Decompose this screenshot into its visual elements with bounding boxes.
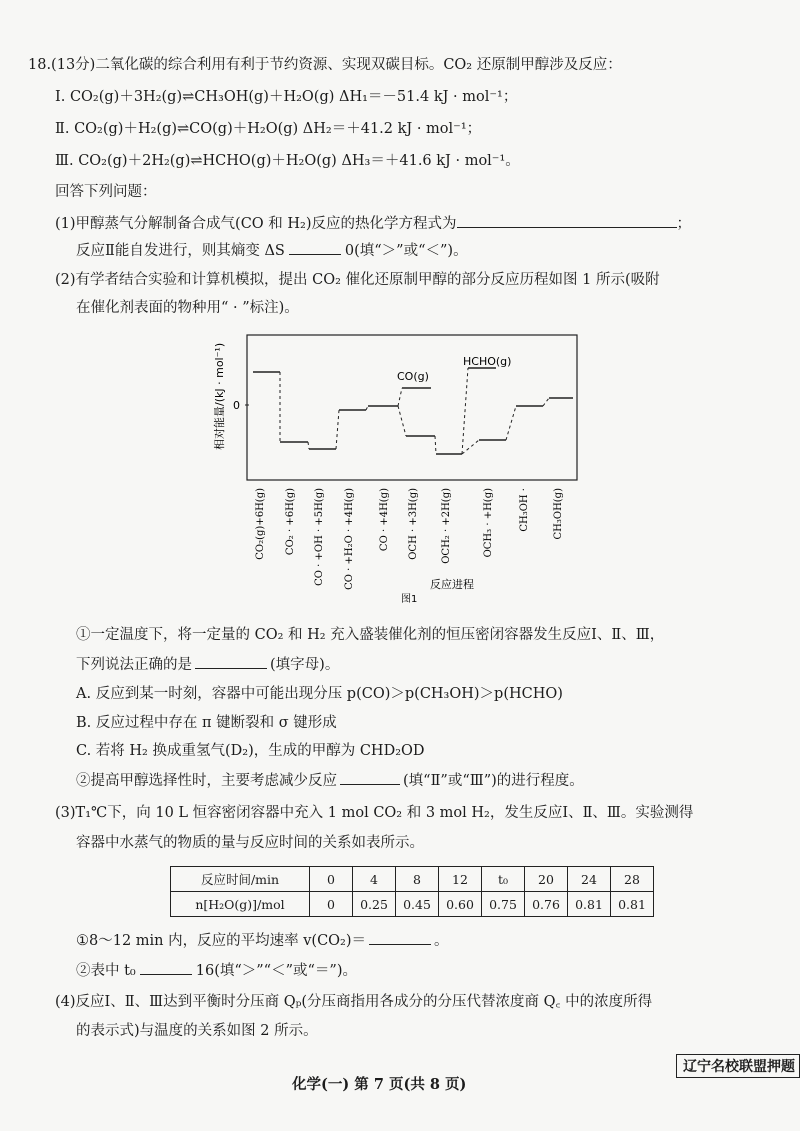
annotation-hcho: HCHO(g) bbox=[463, 355, 512, 368]
q2-1-line-b bbox=[76, 654, 339, 675]
x-tick-label: CO₂(g)+6H(g) bbox=[255, 488, 266, 560]
table-cell: 28 bbox=[611, 867, 654, 892]
part1-text: (1)甲醇蒸气分解制备合成气(CO 和 H₂)反应的热化学方程式为 bbox=[55, 216, 457, 232]
part3-line-b: 容器中水蒸气的物质的量与反应时间的关系如表所示。 bbox=[76, 835, 424, 851]
x-tick-label: CO · +4H(g) bbox=[379, 488, 390, 552]
answer-blank-6[interactable] bbox=[140, 960, 192, 975]
reaction-1: Ⅰ. CO₂(g)＋3H₂(g)⇌CH₃OH(g)＋H₂O(g) ΔH₁＝－51.4 kJ · mol⁻¹； bbox=[55, 89, 518, 105]
x-axis-labels bbox=[255, 488, 564, 590]
part1-line-a bbox=[55, 213, 691, 234]
connector-6 bbox=[398, 406, 406, 436]
q2-2-line bbox=[76, 770, 584, 791]
connector-3 bbox=[336, 410, 339, 449]
table-header-amount: n[H₂O(g)]/mol bbox=[171, 892, 310, 917]
table-cell: 0 bbox=[310, 867, 353, 892]
x-tick-label: CO · +H₂O · +4H(g) bbox=[344, 488, 355, 590]
table-row bbox=[171, 867, 654, 892]
part2-line-b: 在催化剂表面的物种用“ · ”标注)。 bbox=[76, 300, 299, 316]
table-cell: 0.81 bbox=[611, 892, 654, 917]
figure-caption: 图1 bbox=[401, 594, 418, 605]
table-cell: t₀ bbox=[482, 867, 525, 892]
part3-line-a: (3)T₁℃下，向 10 L 恒容密闭容器中充入 1 mol CO₂ 和 3 mol H₂，发生反应Ⅰ、Ⅱ、Ⅲ。实验测得 bbox=[55, 805, 694, 821]
reaction-3: Ⅲ. CO₂(g)＋2H₂(g)⇌HCHO(g)＋H₂O(g) ΔH₃＝＋41.6 kJ · mol⁻¹。 bbox=[55, 153, 520, 169]
y-axis-label: 相对能量/(kJ · mol⁻¹) bbox=[213, 342, 226, 450]
question-intro: 18.(13分)二氧化碳的综合利用有利于节约资源、实现双碳目标。CO₂ 还原制甲醇涉及反应： bbox=[28, 57, 622, 73]
water-vapor-table bbox=[170, 866, 654, 917]
x-tick-label: CH₃OH(g) bbox=[553, 488, 564, 540]
plot-frame bbox=[247, 335, 577, 480]
answer-blank-5[interactable] bbox=[369, 930, 431, 945]
x-tick-label: CO₂ · +6H(g) bbox=[285, 488, 296, 556]
x-tick-label: OCH · +3H(g) bbox=[408, 488, 419, 560]
x-tick-label: OCH₂ · +2H(g) bbox=[441, 488, 452, 564]
option-b: B. 反应过程中存在 π 键断裂和 σ 键形成 bbox=[76, 715, 337, 731]
part2-line-a: (2)有学者结合实验和计算机模拟，提出 CO₂ 催化还原制甲醇的部分反应历程如图 1 所示(吸附 bbox=[55, 272, 660, 288]
connector-7 bbox=[435, 436, 436, 454]
connector-11 bbox=[543, 398, 549, 406]
annotation-co: CO(g) bbox=[397, 370, 429, 383]
table-cell: 0.60 bbox=[439, 892, 482, 917]
energy-profile-chart bbox=[205, 330, 585, 605]
table-cell: 4 bbox=[353, 867, 396, 892]
x-tick-label: CH₃OH · bbox=[519, 488, 530, 532]
answer-blank-3[interactable] bbox=[195, 654, 267, 669]
part1b-post: 0(填“＞”或“＜”)。 bbox=[344, 243, 468, 259]
y-tick-label: 0 bbox=[233, 399, 240, 412]
part1b-text: 反应Ⅱ能自发进行，则其熵变 ΔS bbox=[76, 243, 285, 259]
answer-blank-1[interactable] bbox=[457, 213, 677, 228]
table-cell: 24 bbox=[568, 867, 611, 892]
reaction-2: Ⅱ. CO₂(g)＋H₂(g)⇌CO(g)＋H₂O(g) ΔH₂＝＋41.2 kJ · mol⁻¹； bbox=[55, 121, 482, 137]
q3-1-line bbox=[76, 930, 449, 951]
q2-2-post: (填“Ⅱ”或“Ⅲ”)的进行程度。 bbox=[403, 773, 584, 789]
table-cell: 0.81 bbox=[568, 892, 611, 917]
q2-1-text: 下列说法正确的是 bbox=[76, 657, 192, 673]
x-tick-label: CO · +OH · +5H(g) bbox=[314, 488, 325, 586]
q3-1-text: ①8～12 min 内，反应的平均速率 v(CO₂)＝ bbox=[76, 933, 367, 949]
q2-1-post: (填字母)。 bbox=[270, 657, 340, 673]
q2-1-line-a: ①一定温度下，将一定量的 CO₂ 和 H₂ 充入盛装催化剂的恒压密闭容器发生反应Ⅰ、Ⅱ、Ⅲ， bbox=[76, 627, 665, 643]
table-cell: 0.75 bbox=[482, 892, 525, 917]
connector-10 bbox=[506, 406, 516, 440]
option-c: C. 若将 H₂ 换成重氢气(D₂)，生成的甲醇为 CHD₂OD bbox=[76, 743, 425, 759]
table-row bbox=[171, 892, 654, 917]
option-a: A. 反应到某一时刻，容器中可能出现分压 p(CO)＞p(CH₃OH)＞p(HCHO) bbox=[76, 686, 563, 702]
x-axis-title: 反应进程 bbox=[430, 578, 474, 591]
part1-end: ； bbox=[676, 216, 692, 232]
table-cell: 0 bbox=[310, 892, 353, 917]
table-cell: 0.25 bbox=[353, 892, 396, 917]
connector-2 bbox=[308, 442, 309, 449]
x-tick-label: OCH₃ · +H(g) bbox=[483, 488, 494, 558]
connector-5 bbox=[398, 388, 402, 406]
q3-2-text: ②表中 t₀ bbox=[76, 963, 136, 979]
table-cell: 8 bbox=[396, 867, 439, 892]
table-header-time: 反应时间/min bbox=[171, 867, 310, 892]
stamp-label: 辽宁名校联盟押题 bbox=[676, 1054, 800, 1078]
q3-2-line bbox=[76, 960, 357, 981]
table-cell: 20 bbox=[525, 867, 568, 892]
table-cell: 12 bbox=[439, 867, 482, 892]
answer-blank-4[interactable] bbox=[340, 770, 400, 785]
part4-line-a: (4)反应Ⅰ、Ⅱ、Ⅲ达到平衡时分压商 Qₚ(分压商指用各成分的分压代替浓度商 Q꜀ 中的浓度所得 bbox=[55, 994, 653, 1010]
q3-2-post: 16(填“＞”“＜”或“＝”)。 bbox=[195, 963, 357, 979]
connector-4 bbox=[366, 406, 368, 410]
q2-2-text: ②提高甲醇选择性时，主要考虑减少反应 bbox=[76, 773, 337, 789]
table-cell: 0.45 bbox=[396, 892, 439, 917]
answer-blank-2[interactable] bbox=[289, 240, 341, 255]
page-footer: 化学(一) 第 7 页(共 8 页) bbox=[292, 1076, 467, 1093]
answer-prompt: 回答下列问题： bbox=[55, 184, 157, 200]
connector-9 bbox=[462, 440, 479, 454]
part1-line-b bbox=[76, 240, 468, 261]
q3-1-post: 。 bbox=[434, 933, 449, 949]
table-cell: 0.76 bbox=[525, 892, 568, 917]
connector-8 bbox=[462, 368, 468, 454]
part4-line-b: 的表示式)与温度的关系如图 2 所示。 bbox=[76, 1023, 318, 1039]
